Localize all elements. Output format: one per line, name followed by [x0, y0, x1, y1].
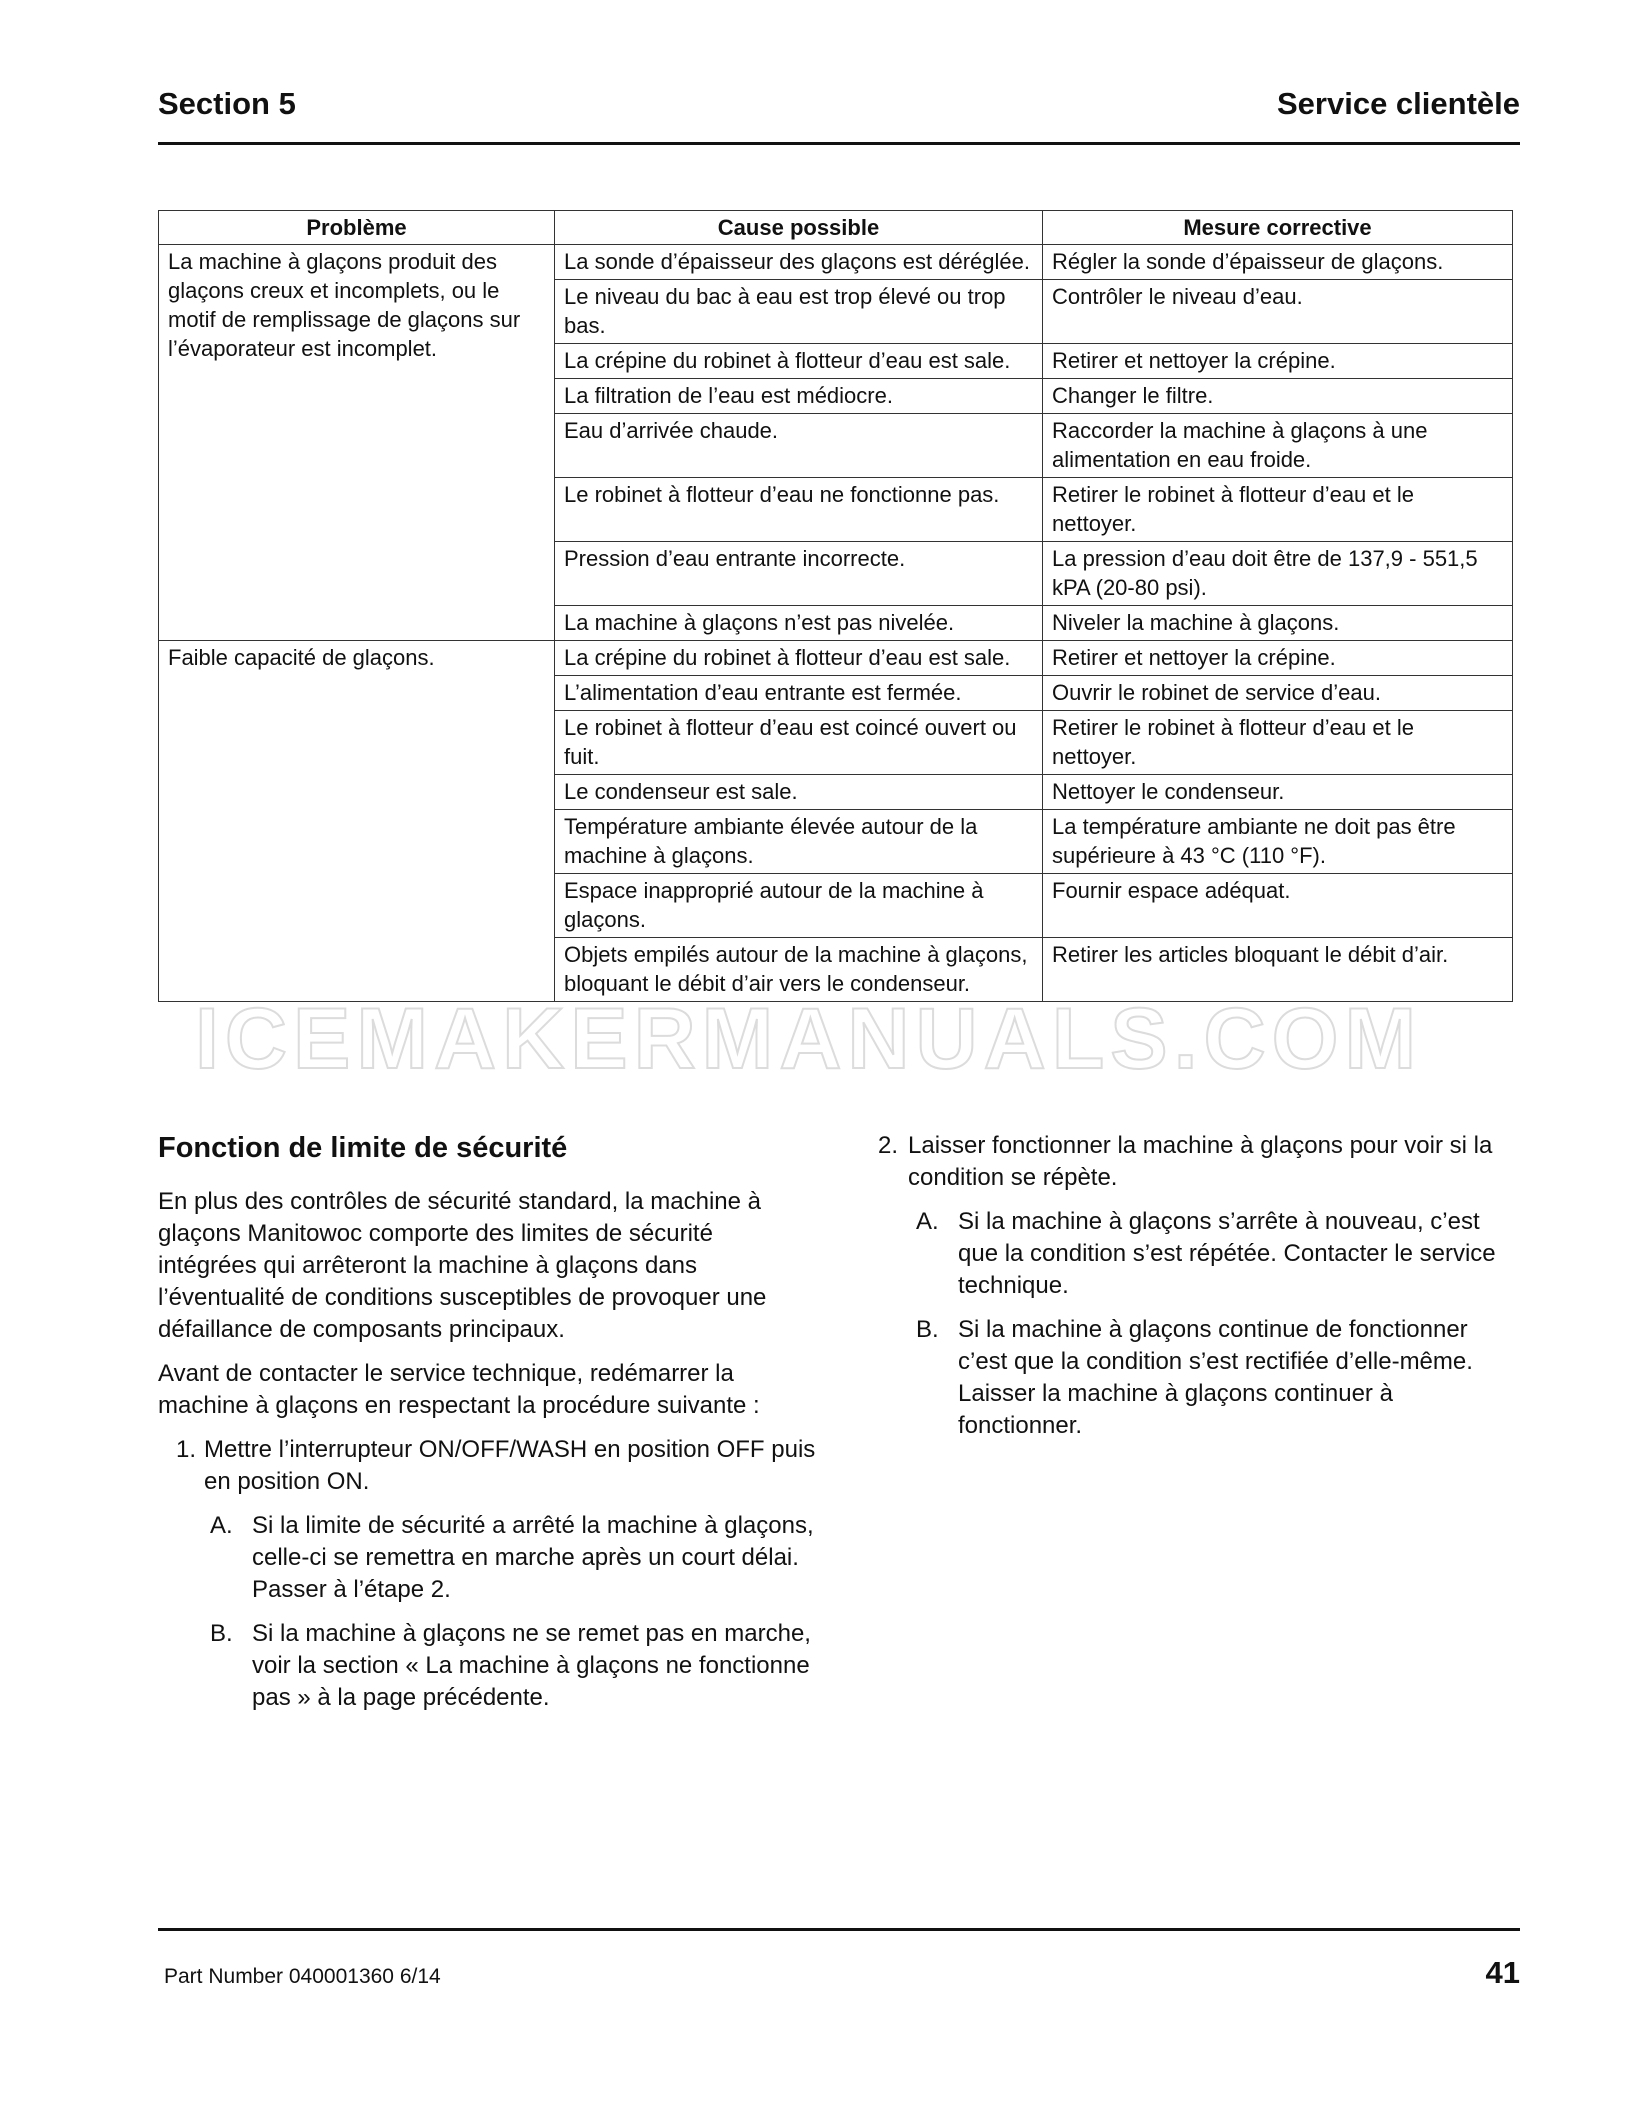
substep-letter: B. [210, 1620, 233, 1647]
action-cell: La pression d’eau doit être de 137,9 - 551,5 kPA (20-80 psi). [1043, 542, 1513, 606]
procedure-paragraph: Avant de contacter le service technique, redémarrer la machine à glaçons en respectant la procédure suivante : [158, 1360, 760, 1419]
header-cause: Cause possible [555, 211, 1043, 245]
action-cell: Niveler la machine à glaçons. [1043, 606, 1513, 641]
substep-text: Si la machine à glaçons s’arrête à nouveau, c’est que la condition s’est répétée. Contacter le service technique. [958, 1208, 1496, 1299]
step-number: 2. [878, 1132, 899, 1159]
substep-text: Si la machine à glaçons ne se remet pas en marche, voir la section « La machine à glaçons ne fonctionne pas » à la page précédente. [252, 1620, 811, 1711]
cause-cell: L’alimentation d’eau entrante est fermée. [555, 676, 1043, 711]
cause-cell: Espace inapproprié autour de la machine à glaçons. [555, 874, 1043, 938]
cause-cell: Le robinet à flotteur d’eau est coincé ouvert ou fuit. [555, 711, 1043, 775]
page-footer [158, 1928, 1520, 1990]
cause-cell: La sonde d’épaisseur des glaçons est déréglée. [555, 245, 1043, 280]
section-heading: Fonction de limite de sécurité [158, 1132, 568, 1164]
action-cell: Retirer et nettoyer la crépine. [1043, 641, 1513, 676]
cause-cell: Le condenseur est sale. [555, 775, 1043, 810]
cause-cell: La filtration de l’eau est médiocre. [555, 379, 1043, 414]
intro-paragraph: En plus des contrôles de sécurité standard, la machine à glaçons Manitowoc comporte des limites de sécurité intégrées qui arrêteront la machine à glaçons dans l’éventualité de conditions susceptibles de provoquer une défaillance de composants principaux. [158, 1188, 767, 1343]
action-cell: Changer le filtre. [1043, 379, 1513, 414]
table-row [159, 641, 1513, 676]
action-cell: Retirer le robinet à flotteur d’eau et le nettoyer. [1043, 711, 1513, 775]
step-1a [158, 1510, 818, 1606]
action-cell: Retirer les articles bloquant le débit d’air. [1043, 938, 1513, 1002]
section-label: Section 5 [158, 86, 296, 121]
substep-text: Si la limite de sécurité a arrêté la machine à glaçons, celle-ci se remettra en marche après un court délai. Passer à l’étape 2. [252, 1512, 814, 1603]
cause-cell: La machine à glaçons n’est pas nivelée. [555, 606, 1043, 641]
header-problem: Problème [159, 211, 555, 245]
left-column [158, 1130, 818, 1726]
header-action: Mesure corrective [1043, 211, 1513, 245]
step-2a [878, 1206, 1518, 1302]
action-cell: Retirer le robinet à flotteur d’eau et le nettoyer. [1043, 478, 1513, 542]
problem-cell: Faible capacité de glaçons. [159, 641, 555, 1002]
troubleshooting-table [158, 210, 1513, 1002]
page-header [158, 86, 1520, 145]
substep-text: Si la machine à glaçons continue de fonctionner c’est que la condition s’est rectifiée d’elle-même. Laisser la machine à glaçons continuer à fonctionner. [958, 1316, 1473, 1439]
step-text: Laisser fonctionner la machine à glaçons pour voir si la condition se répète. [908, 1132, 1493, 1191]
cause-cell: Eau d’arrivée chaude. [555, 414, 1043, 478]
cause-cell: Le niveau du bac à eau est trop élevé ou trop bas. [555, 280, 1043, 344]
cause-cell: Le robinet à flotteur d’eau ne fonctionne pas. [555, 478, 1043, 542]
table-row [159, 245, 1513, 280]
action-cell: Contrôler le niveau d’eau. [1043, 280, 1513, 344]
action-cell: Régler la sonde d’épaisseur de glaçons. [1043, 245, 1513, 280]
section-title: Service clientèle [1277, 86, 1520, 121]
cause-cell: La crépine du robinet à flotteur d’eau est sale. [555, 641, 1043, 676]
action-cell: Nettoyer le condenseur. [1043, 775, 1513, 810]
watermark: ICEMAKERMANUALS.COM [195, 991, 1423, 1087]
page-number: 41 [1485, 1955, 1520, 1990]
action-cell: Raccorder la machine à glaçons à une alimentation en eau froide. [1043, 414, 1513, 478]
step-number: 1. [176, 1436, 197, 1463]
part-number: Part Number 040001360 6/14 [164, 1965, 441, 1988]
right-column [878, 1130, 1518, 1454]
cause-cell: Pression d’eau entrante incorrecte. [555, 542, 1043, 606]
table-header-row [159, 211, 1513, 245]
step-2 [878, 1130, 1518, 1194]
action-cell: Retirer et nettoyer la crépine. [1043, 344, 1513, 379]
step-1 [158, 1434, 818, 1498]
step-1b [158, 1618, 818, 1714]
substep-letter: A. [916, 1208, 939, 1235]
cause-cell: Température ambiante élevée autour de la machine à glaçons. [555, 810, 1043, 874]
action-cell: Ouvrir le robinet de service d’eau. [1043, 676, 1513, 711]
substep-letter: A. [210, 1512, 233, 1539]
substep-letter: B. [916, 1316, 939, 1343]
step-2b [878, 1314, 1518, 1442]
problem-cell: La machine à glaçons produit des glaçons creux et incomplets, ou le motif de remplissage de glaçons sur l’évaporateur est incomplet. [159, 245, 555, 641]
cause-cell: Objets empilés autour de la machine à glaçons, bloquant le débit d’air vers le condenseur. [555, 938, 1043, 1002]
action-cell: Fournir espace adéquat. [1043, 874, 1513, 938]
cause-cell: La crépine du robinet à flotteur d’eau est sale. [555, 344, 1043, 379]
step-text: Mettre l’interrupteur ON/OFF/WASH en position OFF puis en position ON. [204, 1436, 816, 1495]
action-cell: La température ambiante ne doit pas être supérieure à 43 °C (110 °F). [1043, 810, 1513, 874]
